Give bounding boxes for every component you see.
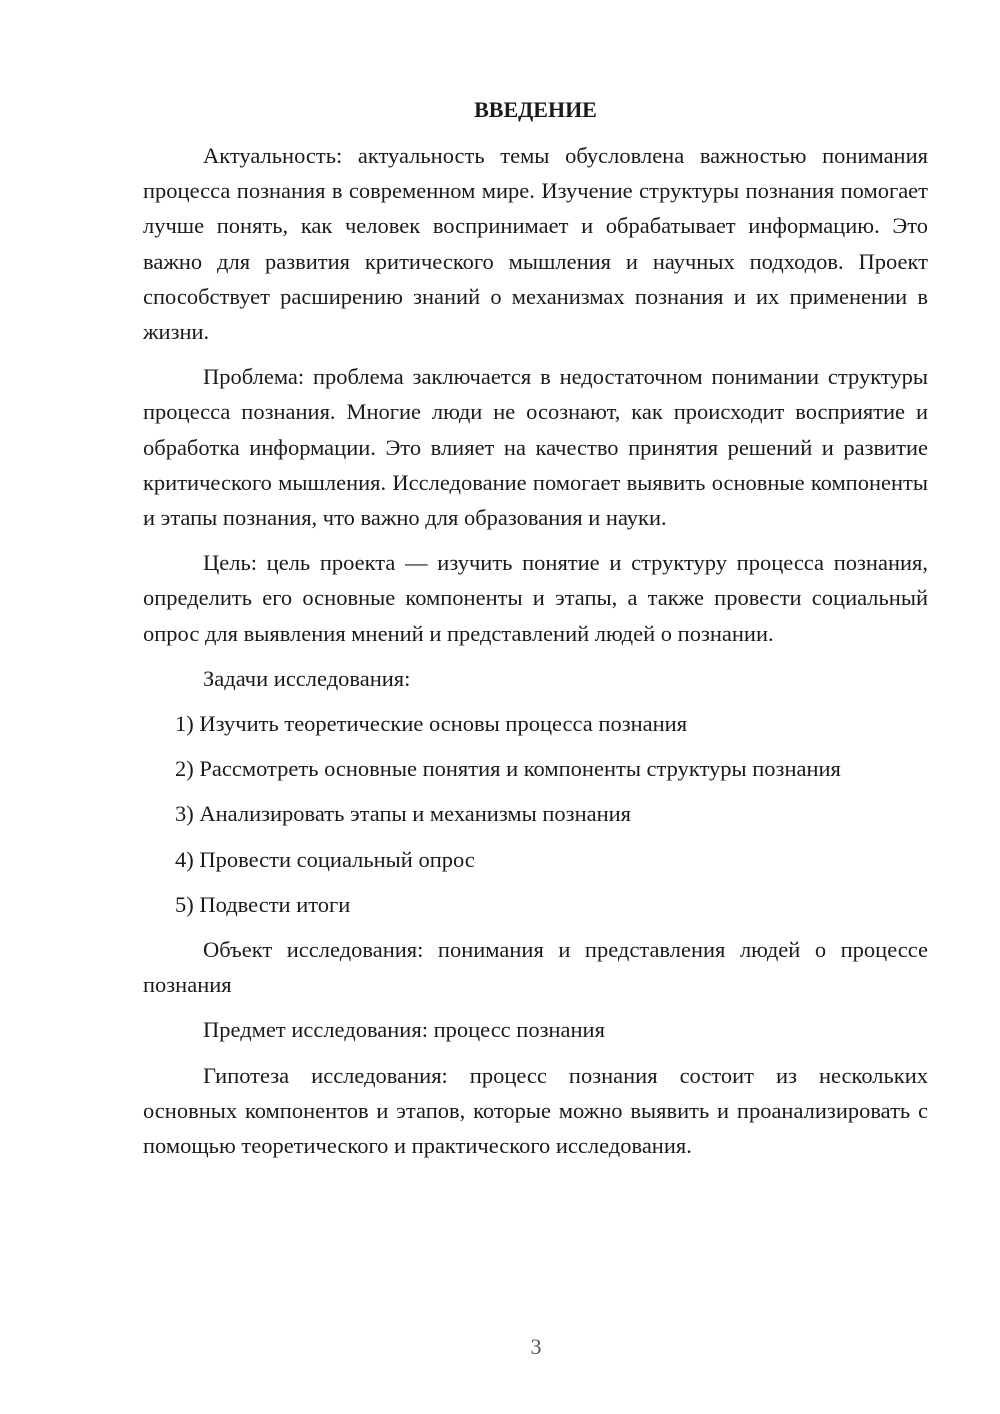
relevance-paragraph: Актуальность: актуальность темы обусловлена важностью понимания процесса познания в современном мире. Изучение структуры познания помогает лучше понять, как человек воспринимает и обрабатывает информацию. Это важно для развития критического мышления и научных подходов. Проект способствует расширению знаний о механизмах познания и их применении в жизни. — [143, 143, 928, 345]
tasks-title: Задачи исследования: — [203, 665, 411, 691]
task-item: 2) Рассмотреть основные понятия и компоненты структуры познания — [175, 756, 841, 782]
goal-paragraph: Цель: цель проекта — изучить понятие и структуру процесса познания, определить его основные компоненты и этапы, а также провести социальный опрос для выявления мнений и представлений людей о познании. — [143, 550, 928, 646]
section-heading: ВВЕДЕНИЕ — [474, 97, 597, 122]
tasks-list — [143, 706, 928, 922]
page-number: 3 — [530, 1334, 542, 1359]
hypothesis-paragraph: Гипотеза исследования: процесс познания состоит из нескольких основных компонентов и этапов, которые можно выявить и проанализировать с помощью теоретического и практического исследования. — [143, 1062, 928, 1159]
task-item: 4) Провести социальный опрос — [175, 846, 475, 872]
subject-paragraph: Предмет исследования: процесс познания — [203, 1017, 605, 1043]
task-item: 3) Анализировать этапы и механизмы познания — [175, 801, 632, 827]
task-item: 5) Подвести итоги — [175, 891, 351, 917]
page-content — [143, 92, 928, 1173]
problem-paragraph: Проблема: проблема заключается в недостаточном понимании структуры процесса познания. Многие люди не осознают, как происходит восприятие и обработка информации. Это влияет на качество принятия решений и развитие критического мышления. Исследование помогает выявить основные компоненты и этапы познания, что важно для образования и науки. — [143, 364, 928, 531]
object-paragraph: Объект исследования: понимания и представления людей о процессе познания — [143, 937, 928, 998]
task-item: 1) Изучить теоретические основы процесса познания — [175, 711, 688, 737]
